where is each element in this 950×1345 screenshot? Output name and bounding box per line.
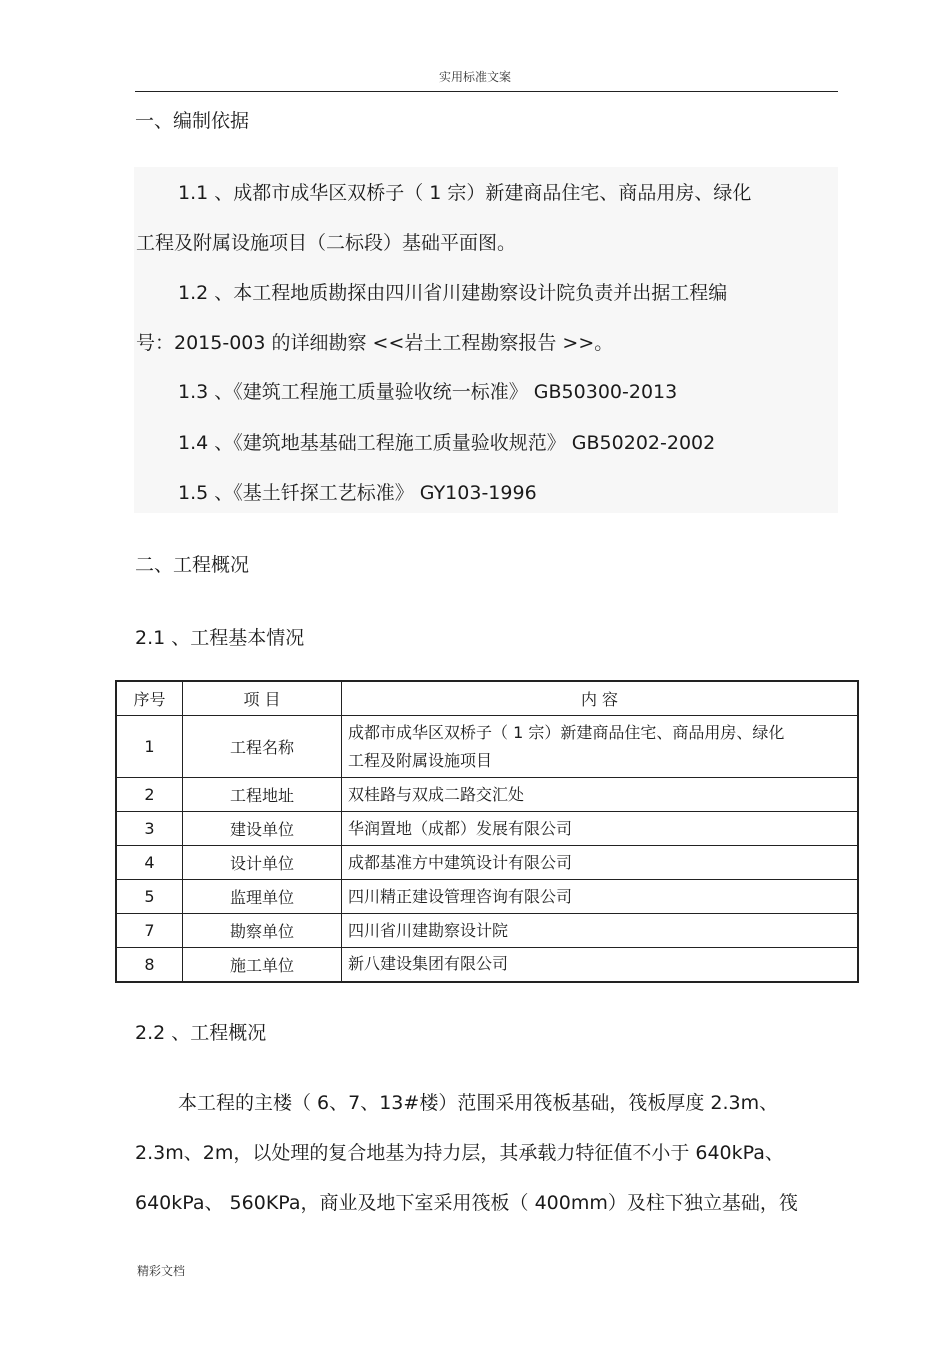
- table-header-cell: 序号: [116, 681, 183, 716]
- table-row: [116, 812, 858, 846]
- table-cell-content-line: 成都市成华区双桥子（ 1 宗）新建商品住宅、商品用房、绿化: [348, 722, 785, 742]
- table-cell-index: 8: [116, 948, 183, 982]
- table-cell-content: [342, 716, 859, 778]
- page-footer: 精彩文档: [137, 1264, 186, 1278]
- table-cell-content: 成都基准方中建筑设计有限公司: [342, 846, 859, 880]
- table-cell-content: 四川精正建设管理咨询有限公司: [342, 880, 859, 914]
- project-info-table: [115, 680, 859, 983]
- table-row: [116, 914, 858, 948]
- page-header-title: 实用标准文案: [438, 70, 511, 84]
- table-row: [116, 948, 858, 982]
- table-cell-index: 7: [116, 914, 183, 948]
- header-divider: [135, 91, 838, 92]
- section-1-heading: 一、编制依据: [135, 110, 250, 132]
- table-cell-index: 5: [116, 880, 183, 914]
- section-2-heading: 二、工程概况: [135, 554, 250, 576]
- table-cell-item: 设计单位: [183, 846, 342, 880]
- table-cell-index: 4: [116, 846, 183, 880]
- table-row: [116, 716, 858, 778]
- section-2-1-heading: 2.1 、工程基本情况: [135, 627, 305, 649]
- table-cell-item: 施工单位: [183, 948, 342, 982]
- table-cell-content: 双桂路与双成二路交汇处: [342, 778, 859, 812]
- table-cell-item: 监理单位: [183, 880, 342, 914]
- table-cell-content: 新八建设集团有限公司: [342, 948, 859, 982]
- basis-line-4: 1.4 、《建筑地基基础工程施工质量验收规范》 GB50202-2002: [178, 432, 716, 454]
- overview-line-2: 2.3m、2m，以处理的复合地基为持力层，其承载力特征值不小于 640kPa、: [135, 1142, 784, 1164]
- table-header-cell: 内 容: [342, 681, 859, 716]
- table-cell-index: 2: [116, 778, 183, 812]
- table-cell-content: 四川省川建勘察设计院: [342, 914, 859, 948]
- table-header-row: [116, 681, 858, 716]
- basis-line-1a: 1.1 、成都市成华区双桥子（ 1 宗）新建商品住宅、商品用房、绿化: [178, 182, 752, 204]
- overview-line-3: 640kPa、 560KPa，商业及地下室采用筏板（ 400mm）及柱下独立基础，筏: [135, 1192, 798, 1214]
- table-row: [116, 778, 858, 812]
- table-cell-index: 3: [116, 812, 183, 846]
- table-cell-item: 工程名称: [183, 716, 342, 778]
- overview-line-1: 本工程的主楼（ 6、7、13#楼）范围采用筏板基础，筏板厚度 2.3m、: [178, 1092, 779, 1114]
- table-cell-item: 勘察单位: [183, 914, 342, 948]
- basis-line-2a: 1.2 、本工程地质勘探由四川省川建勘察设计院负责并出据工程编: [178, 282, 728, 304]
- table-cell-index: 1: [116, 716, 183, 778]
- basis-line-5: 1.5 、《基土钎探工艺标准》 GY103-1996: [178, 482, 537, 504]
- table-header-cell: 项 目: [183, 681, 342, 716]
- table-cell-content: 华润置地（成都）发展有限公司: [342, 812, 859, 846]
- basis-line-3: 1.3 、《建筑工程施工质量验收统一标准》 GB50300-2013: [178, 381, 678, 403]
- table-cell-item: 工程地址: [183, 778, 342, 812]
- table-cell-content-line: 工程及附属设施项目: [348, 750, 493, 770]
- basis-line-2b: 号：2015-003 的详细勘察 <<岩土工程勘察报告 >>。: [136, 332, 614, 354]
- section-2-2-heading: 2.2 、工程概况: [135, 1022, 267, 1044]
- table-row: [116, 880, 858, 914]
- table-cell-item: 建设单位: [183, 812, 342, 846]
- table-row: [116, 846, 858, 880]
- basis-line-1b: 工程及附属设施项目（二标段）基础平面图。: [136, 232, 517, 254]
